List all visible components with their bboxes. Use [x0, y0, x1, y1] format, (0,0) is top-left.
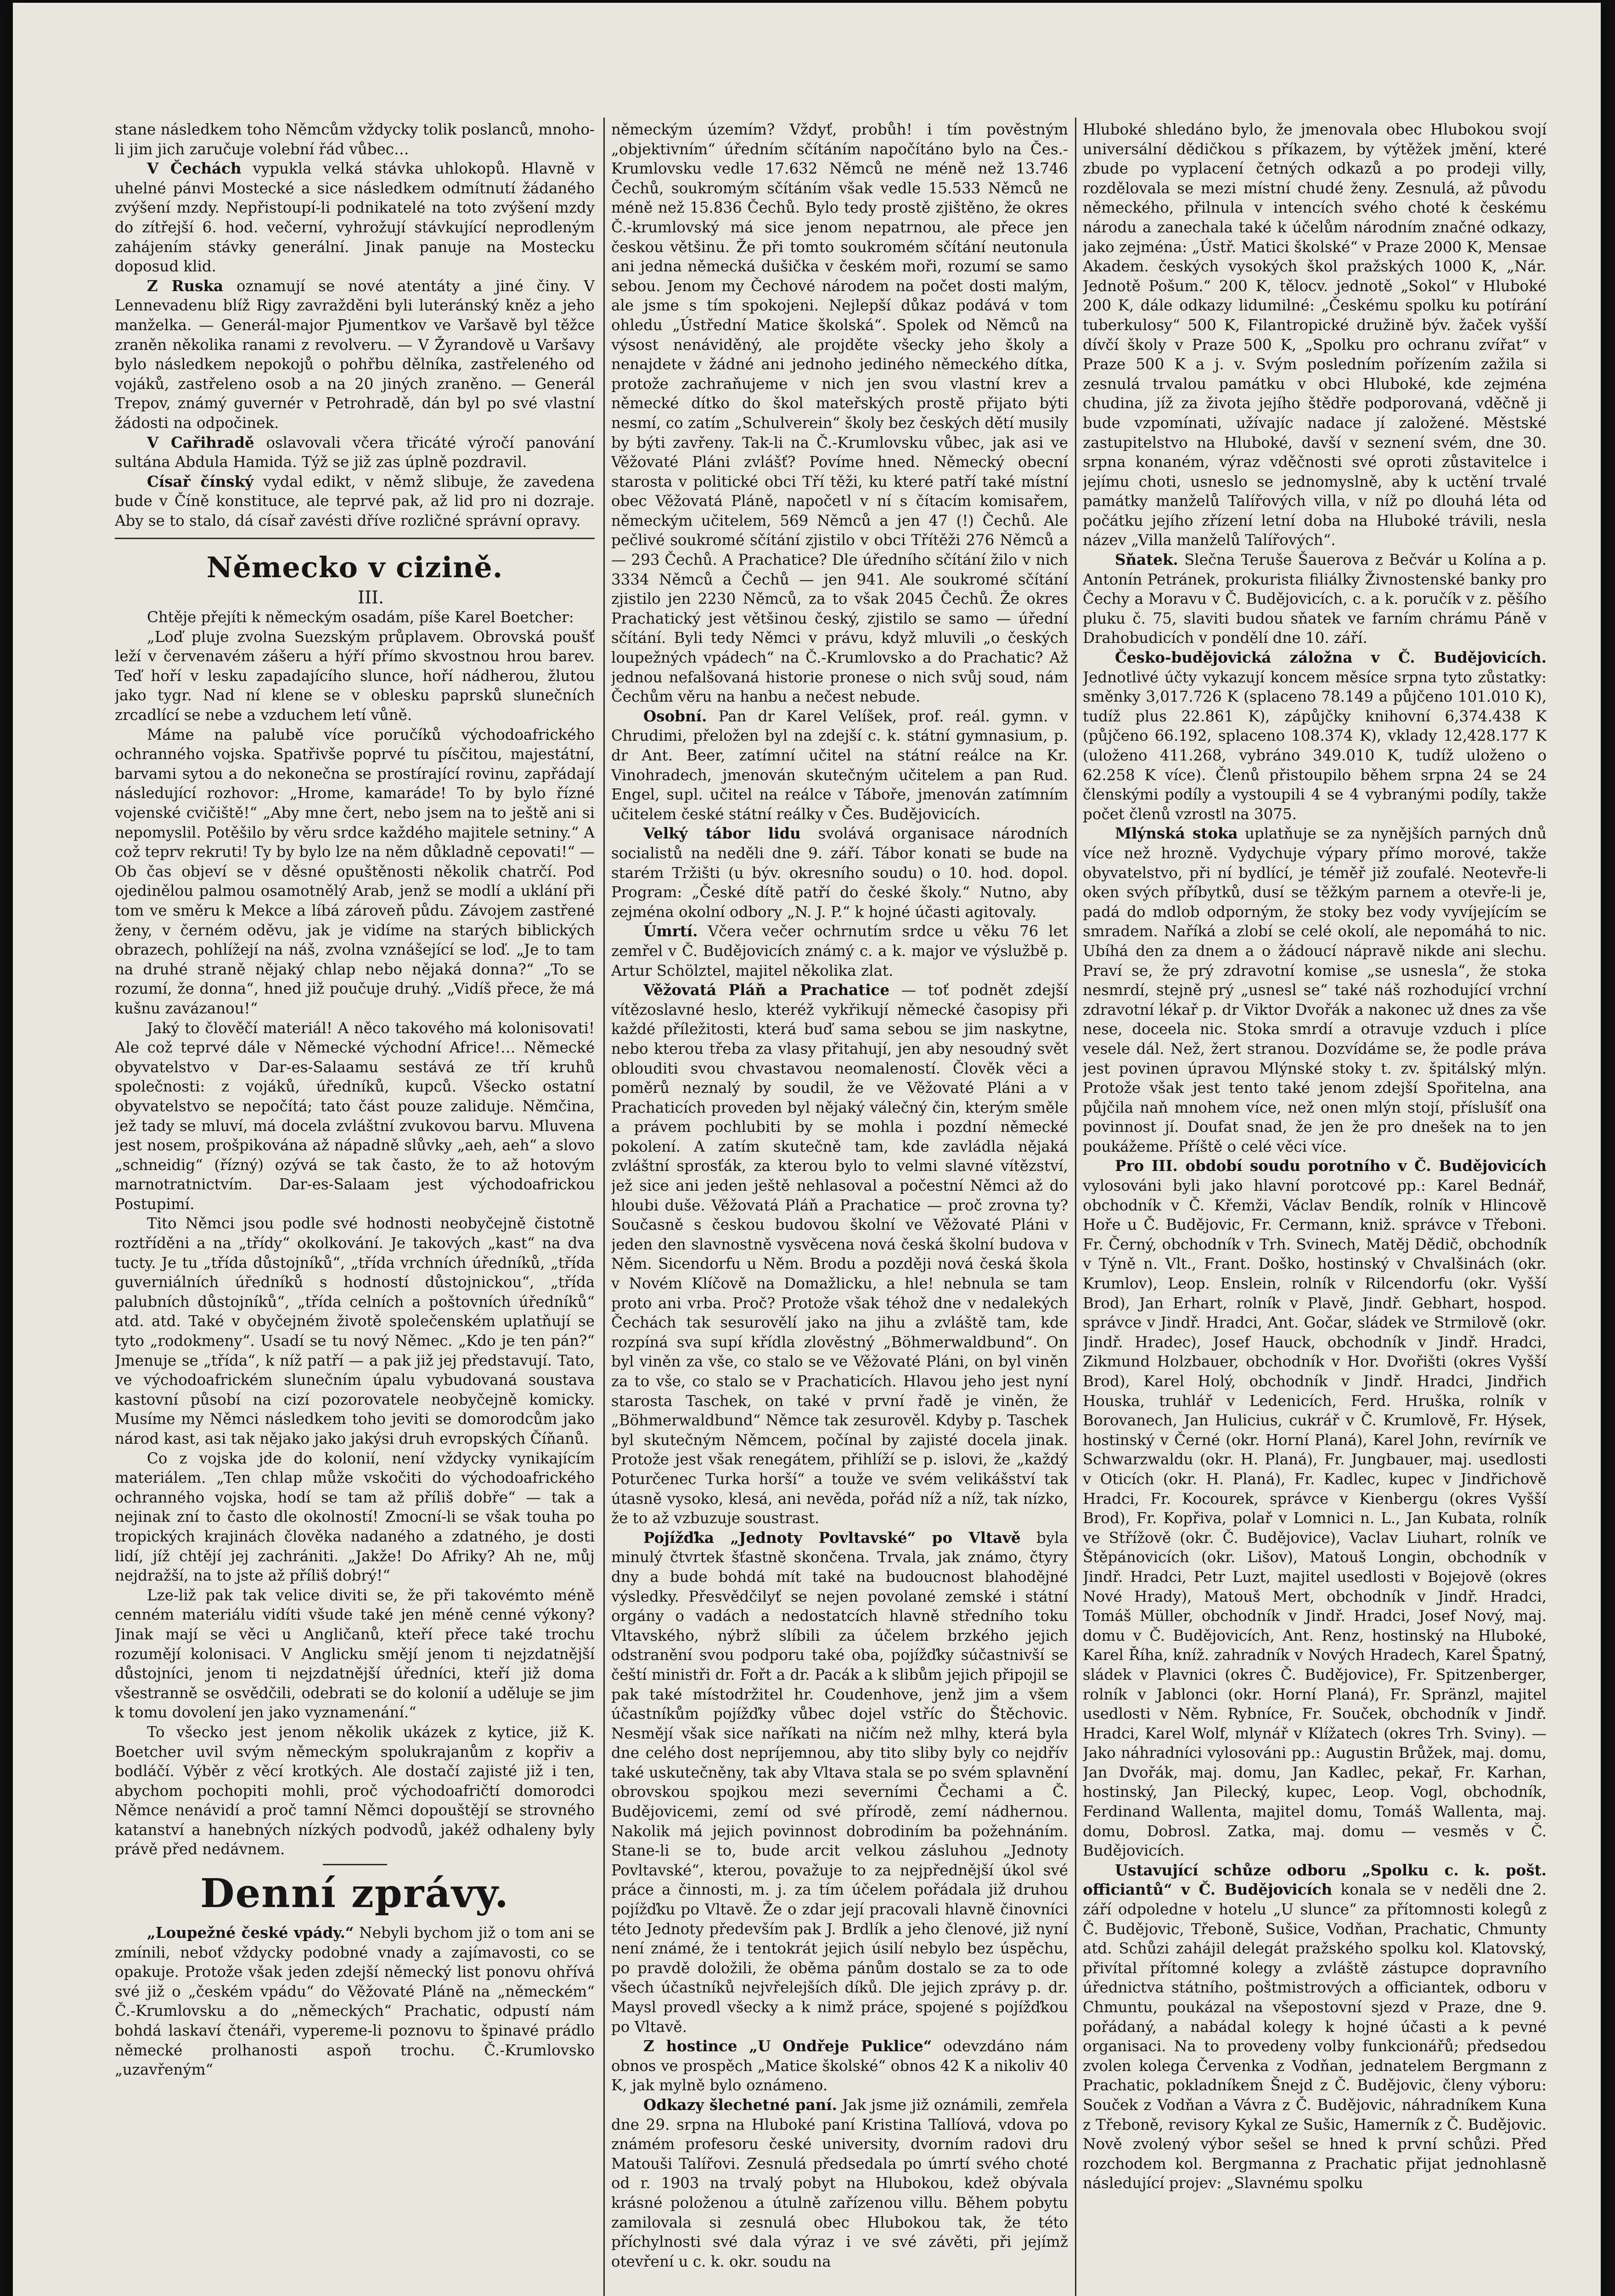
paragraph-text: Hluboké shledáno bylo, že jmenovala obec Hlubokou svojí universální dědičkou s příkazem, by výtěžek jmění, které zbude po vyplacení četných odkazů a po prodeji villy, rozdělovala se mezi místní chudé ženy. Zesnulá, až původu německého, přilnula v intencích svého choté k českému národu a zanechala také k účelům národním značné odkazy, jako zejména: „Ústř. Matici školské“ v Praze 2000 K, Mensae Akadem. českých vysokých škol pražských 1000 K, „Nár. Jednotě Pošum.“ 200 K, tělocv. jednotě „Sokol“ v Hluboké 200 K, dále odkazy lidumilné: „Českému spolku ku potírání tuberkulosy“ 500 K, Filantropické družině býv. žaček vyšší dívčí školy v Praze 500 K, „Spolku pro ochranu zvířat“ v Praze 500 K a j. v. Svým posledním pořízením zažila si zesnulá trvalou památku v obci Hluboké, kde zejména chudina, jíž za života jejího štědře podporovaná, vděčně ji bude vzpomínati, užívajíc nadace jí založené. Městské zastupitelstvo na Hluboké, davší v seznení svém, dne 30. srpna konaném, výraz vděčnosti své oproti zůstavitelce i jejímu choti, usneslo se jednomyslně, aby k uctění trvalé památky manželů Talířových villa, v níž po dlouhá léta od počátku jejího zřízení letní doba na Hluboké trávili, nesla název „Villa manželů Talířových“.	[1083, 121, 1547, 549]
paragraph-lead: Odkazy šlechetné paní.	[643, 2095, 837, 2114]
paragraph-text: To všecko jest jenom několik ukázek z kytice, již K. Boetcher uvil svým německým spolukrajanům z kopřiv a bodláčí. Výběr z věcí krotkých. Ale dostačí zajisté již i ten, abychom pochopiti mohli, proč východoafričtí domorodci Němce nenávidí a proč tamní Němci dopouštějí se strovného katanství a hanebných nízkých podvodů, jakéž odhaleny byly právě před nedávnem.	[115, 1723, 595, 1858]
paragraph-lead: Věžovatá Pláň a Prachatice	[643, 981, 890, 999]
paragraph-text: konala se v neděli dne 2. září odpoledne v hotelu „U slunce“ za přítomnosti kolegů z Č. Budějovic, Třeboně, Sušice, Vodňan, Prachatic, Chmunty atd. Schůzi zahájil delegát pražského spolku kol. Klatovský, přivítal přítomné kolegy a zvláště zástupce dopravního úřednictva státního, poštmistrových a officiantek, odboru v Chmuntu, poukázal na všepostovní sjezd v Praze, dne 9. pořádaný, a nabádal kolegy k hojné účasti a k pevné organisaci. Na to provedeny volby funkcionářů; předsedou zvolen kolega Červenka z Vodňan, jednatelem Bergmann z Prachatic, pokladníkem Šnejd z Č. Budějovic, členy výboru: Souček z Vodňan a Vávra z Č. Budějovic, náhradníkem Kuna z Třeboně, revisory Kykal ze Sušic, Hamerník z Č. Budějovic. Nově zvolený výbor sešel se hned k první schůzi. Před rozchodem kol. Bergmanna z Prachatic přijat jednohlasně následující projev: „Slavnému spolku	[1083, 1881, 1547, 2192]
column-right	[1083, 120, 1547, 2296]
paragraph-text: Jaký to člověčí materiál! A něco takového má kolonisovati! Ale což teprvé dále v Německé východní Africe!… Německé obyvatelstvo v Dar-es-Salaamu sestává ze tří kruhů společnosti: z vojáků, úředníků, kupců. Všecko ostatní obyvatelstvo se nepočítá; tato část pouze zaliduje. Němčina, jež tady se mluví, má docela zvláštní zvukovou barvu. Mluvena jest nosem, prošpikována až nápadně slůvky „aeh, aeh“ a slovo „schneidig“ (řízný) ozývá se tak často, že to až hotovým marnotratnictvím. Dar-es-Salaam jest východoafrickou Postupimí.	[115, 1019, 595, 1213]
paragraph	[1083, 550, 1547, 648]
paragraph	[611, 824, 1068, 922]
paragraph-lead: Pro III. období soudu porotního v Č. Budějovicích	[1115, 1157, 1547, 1175]
paragraph	[115, 1722, 595, 1859]
column-rule-2	[1075, 118, 1076, 2296]
paragraph-text: Jednotlivé účty vykazují koncem měsíce srpna tyto zůstatky: směnky 3,017.726 K (splaceno 78.149 a půjčeno 101.010 K), tudíž plus 22.861 K), zápůjčky knihovní 6,374.438 K (půjčeno 66.192, splaceno 108.374 K), vklady 12,428.177 K (uloženo 411.268, vybráno 349.010 K, tudíž uloženo o 62.258 K více). Členů přistoupilo během srpna 24 se 24 členskými podíly a vystoupili 4 se 4 vybranými podíly, takže počet členů vzrostl na 3075.	[1083, 668, 1547, 823]
paragraph-lead: Sňatek.	[1115, 551, 1178, 569]
paragraph	[1083, 1156, 1547, 1860]
paragraph-lead: Z hostince „U Ondřeje Puklice“	[643, 2037, 932, 2055]
paragraph-lead: Česko-budějovická záložna v Č. Budějovicích.	[1115, 648, 1547, 667]
paragraph	[115, 725, 595, 1019]
paragraph	[1083, 120, 1547, 550]
paragraph-text: německým územím? Vždyť, probůh! i tím pověstným „objektivním“ úředním sčítáním napočítáno bylo na Čes.-Krumlovsku vedle 17.632 Němců ne méně než 13.746 Čechů, soukromým sčítáním však vedle 15.533 Němců ne méně než 15.836 Čechů. Bylo tedy prostě zjištěno, že okres Č.-krumlovský má sice jenom nepatrnou, ale přece jen českou většinu. Že při tomto soukromém sčítání neutonula ani jedna německá dušička v českém moři, rozumí se samo sebou. Jenom my Čechové národem na počet dosti malým, ale jsme s tím spokojeni. Nejlepší důkaz podává v tom ohledu „Ústřední Matice školská“. Spolek od Němců na výsost nenáviděný, ale projděte všecky jeho školy a nenajdete v žádné ani jednoho jediného německého dítka, protože zachraňujeme v nich jen svou vlastní krev a německé dítko do škol mateřských prostě přijato býti nesmí, co zatím „Schulverein“ školy bez českých dětí musily by býti zavřeny. Tak-li na Č.-Krumlovsku vůbec, jak asi ve Věžovaté Pláni zvlášť? Povíme hned. Německý obecní starosta v politické obci Tří těži, ku které patří také místní obec Věžovatá Pláně, napočetl v ní s čítacím komisařem, německým učitelem, 569 Němců a jen 47 (!) Čechů. Ale pečlivé soukromé sčítání zjistilo v obci Třítěži 276 Němců a — 293 Čechů. A Prachatice? Dle úředního sčítání žilo v nich 3334 Němců a Čechů — jen 941. Ale soukromé sčítání zjistilo jen 2230 Němců, za to však 2045 Čechů. Že okres Prachatický jest většinou český, zjistilo se samo — úřední sčítání. Byli tedy Němci v právu, když mluvili „o českých loupežných vpádech“ na Č.-Krumlovsko a do Prachatic? Až jednou nefalšovaná historie pronese o nich svůj soud, nám Čechům věru na hanbu a nečest nebude.	[611, 121, 1068, 706]
paragraph-text: uplatňuje se za nynějších parných dnů více než hrozně. Vydychuje výpary přímo morové, takže obyvatelstvo, při ní bydlící, je téměř již zoufalé. Neotevře-li oken svých příbytků, dusí se těžkým parnem a otevře-li je, padá do mdlob odporným, že stoky bez vody vyvíjejícím se smradem. Naříká a zlobí se celé okolí, ale nepomáhá to nic. Ubíhá den za dnem a o žádoucí nápravě nikde ani slechu. Praví se, že prý zdravotní komise „se usnesla“, že stoka nesmrdí, stejně prý „usnesl se“ také náš rozhodující vrchní zdravotní lékař p. dr Viktor Dvořák a nakonec už dnes za vše nese, doceela nic. Stoka smrdí a otravuje vzduch i plíce vesele dál. Než, žert stranou. Dozvídáme se, že podle práva jest povinen úpravou Mlýnské stoky t. zv. špitálský mlýn. Protože však jest tento také jenom zdejší Spořitelna, ana půjčila naň mnohem více, než onen mlýn stojí, příslušíť ona povinnost jí. Doufat snad, že jen že pro dnešek na to jen poukážeme. Příště o celé věci více.	[1083, 825, 1547, 1155]
paragraph	[115, 472, 595, 531]
paragraph-lead: Pojížďka „Jednoty Povltavské“ po Vltavě	[643, 1528, 1021, 1547]
paragraph-text: Včera večer ochrnutím srdce u věku 76 let zemřel v Č. Budějovicích známý c. a k. major ve výslužbě p. Artur Schölztel, majitel několika zlat.	[611, 923, 1068, 979]
column-middle	[611, 120, 1068, 2296]
paragraph	[115, 433, 595, 472]
paragraph-lead: Mlýnská stoka	[1115, 824, 1238, 843]
article-heading: Německo v cizině.	[206, 551, 503, 585]
paragraph-text: Pan dr Karel Velíšek, prof. reál. gymn. v Chrudimi, přeložen byl na zdejší c. k. státní gymnasium, p. dr Ant. Beer, zatímní učitel na státní reálce na Kr. Vinohradech, jmenován skutečným učitelem a pan Rud. Engel, supl. učitel na reálce v Táboře, jmenován zatímním učitelem české státní reálky v Čes. Budějovicích.	[611, 707, 1068, 823]
paragraph	[115, 1586, 595, 1722]
section-title: Denní zprávy.	[200, 1870, 509, 1917]
paragraph-lead: V Čechách	[147, 159, 242, 178]
part-number: III.	[357, 587, 384, 608]
paragraph-text: vylosováni byli jako hlavní porotcové pp.: Karel Bednář, obchodník v Č. Křemži, Václav Bendík, rolník v Hlincově Hoře u Č. Budějovic, Fr. Cermann, kniž. správce v Třeboni. Fr. Černý, obchodník v Trh. Svinech, Matěj Dědič, obchodník v Týně n. Vlt., Frant. Doško, hostinský v Chvalšinách (okr. Krumlov), Leop. Enslein, rolník v Rilcendorfu (okr. Vyšší Brod), Jan Erhart, rolník v Plavě, Jindř. Gebhart, hospod. správce v Jindř. Hradci, Ant. Gočar, sládek ve Strmilově (okr. Jindř. Hradec), Josef Hauck, obchodník v Jindř. Hradci, Zikmund Holzbauer, obchodník v Hor. Dvořišti (okres Vyšší Brod), Karel Holý, obchodník v Jindř. Hradci, Jindřich Houska, truhlář v Ledenicích, Ferd. Hruška, rolník v Borovanech, Jan Hulicius, cukrář v Č. Krumlově, Fr. Hýsek, hostinský v Černé (okr. Horní Planá), Karel John, revírník ve Schwarzwaldu (okr. H. Planá), Fr. Jungbauer, maj. usedlosti v Oticích (okr. H. Planá), Fr. Kadlec, kupec v Jindřichově Hradci, Fr. Kocourek, správce v Kienbergu (okres Vyšší Brod), Fr. Kopřiva, polař v Lomnici n. L., Jan Kubata, rolník ve Střížově (okr. Č. Budějovice), Vaclav Liuhart, rolník ve Štěpánovicích (okr. Lišov), Matouš Longin, obchodník v Jindř. Hradci, Petr Luzt, majitel usedlosti v Bojejově (okres Nové Hrady), Matouš Mert, obchodník v Jindř. Hradci, Tomáš Müller, obchodník v Jindř. Hradci, Josef Nový, maj. domu v Č. Budějovicích, Ant. Renz, hostinský na Hluboké, Karel Říha, kníž. zahradník v Nových Hradech, Karel Špatný, sládek v Plavnici (okres Č. Budějovice), Fr. Spitzenberger, rolník v Jablonci (okr. Horní Planá), Fr. Spränzl, majitel usedlosti v Něm. Rybníce, Fr. Souček, obchodník v Jindř. Hradci, Karel Wolf, mlynář v Klížatech (okres Trh. Sviny). — Jako náhradníci vylosováni pp.: Augustin Brůžek, maj. domu, Jan Dvořák, maj. domu, Jan Kadlec, pekař, Fr. Karhan, hostinský, Jan Pilecký, kupec, Leop. Vogl, obchodník, Ferdinand Wallenta, majitel domu, Tomáš Wallenta, maj. domu, Dobrosl. Zatka, maj. domu — vesměs v Č. Budějovicích.	[1083, 1177, 1547, 1860]
short-divider	[323, 1864, 387, 1865]
paragraph-lead: Ustavující schůze odboru „Spolku c. k. pošt. officiantů“ v Č. Budějovicích	[1083, 1861, 1547, 1899]
paragraph-text: Chtěje přejíti k německým osadám, píše Karel Boetcher:	[147, 608, 574, 626]
paragraph	[611, 120, 1068, 707]
paragraph	[115, 1449, 595, 1586]
column-rule-1	[603, 118, 605, 2296]
paragraph	[115, 1214, 595, 1448]
paragraph	[611, 2095, 1068, 2271]
paragraph	[1083, 1861, 1547, 2193]
paragraph-text: vydal edikt, v němž slibuje, že zavedena bude v Číně konstituce, ale teprvé pak, až lid pro ni dozraje. Aby se to stalo, dá císař zavésti dříve rozličné správní opravy.	[115, 473, 595, 529]
paragraph-text: oznamují se nové atentáty a jiné činy. V Lennevadenu blíž Rigy zavražděni byli luteránský kněz a jeho manželka. — Generál-major Pjumentkov ve Varšavě byl těžce zraněn několika ranami z revolveru. — V Žyrandově u Varšavy bylo následkem nepokojů o pohřbu dělníka, zastřeleného od vojáků, zastřeleno osob a na 20 jiných zraněno. — Generál Trepov, známý guvernér v Petrohradě, dán byl po své vlastní žádosti na odpočinek.	[115, 277, 595, 432]
paragraph-text: Co z vojska jde do kolonií, není vždycky vynikajícím materiálem. „Ten chlap může vskočiti do východoafrického ochranného vojska, hodí se tam až příliš dobře“ — tak a nejinak zní to často dle okolností! Zmocní-li se však touha po tropických krajinách člověka nadaného a zdatného, je dosti lidí, jíž chtějí jej zachrániti. „Jakže! Do Afriky? Ah ne, můj nejdražší, na to jste až příliš dobrý!“	[115, 1449, 595, 1585]
paragraph-text: stane následkem toho Němcům vždycky tolik poslanců, mnoho-li jim jich zaručuje volební řád vůbec…	[115, 121, 595, 158]
paragraph-text: Jak jsme již oznámili, zemřela dne 29. srpna na Hluboké paní Kristina Tallíová, vdova po známém profesoru české university, dvorním radovi dru Matouši Talířovi. Zesnulá předsedala po úmrtí svého choté od r. 1903 na trvalý pobyt na Hlubokou, kdež obývala krásné položenou a útulně zařízenou villu. Během pobytu zamilovala si zesnulá obec Hlubokou tak, že této příchylnosti své dala výraz i ve své závěti, při jejímž otevření u c. k. okr. soudu na	[611, 2096, 1068, 2270]
paragraph-text: Máme na palubě více poručíků východoafrického ochranného vojska. Spatřivše poprvé tu písčitou, majestátní, barvami sytou a do nekonečna se prostírající rovinu, zapřádají následující rozhovor: „Hrome, kamaráde! To by bylo řízné vojenské cvičiště!“ „Aby mne čert, nebo jsem na to ještě ani si nepomyslil. Potěšilo by věru srdce každého majitele setniny.“ A což teprv rekruti! Ty by bylo lze na něm důkladně cepovati!“ — Ob čas objeví se v děsné opuštěnosti několik chatrčí. Pod ojedinělou palmou osamotnělý Arab, jenž se modlí a uklání při tom ve směru k Mekce a líbá zároveň půdu. Závojem zastřené ženy, v černém oděvu, jak je vidíme na starých biblických obrazech, pohlížejí na náš, zvolna vznášející se loď. „Je to tam na druhé straně nějaký chlap nebo nějaká donna?“ „To se rozumí, že donna“, hned již poučuje druhý. „Vidíš přece, že má kušnu zavázanou!“	[115, 726, 595, 1017]
paragraph-lead: Císař čínský	[147, 472, 254, 490]
paragraph	[115, 159, 595, 276]
paragraph-lead: Osobní.	[643, 707, 707, 725]
paragraph-text: byla minulý čtvrtek šťastně skončena. Trvala, jak známo, čtyry dny a bude bohdá mít také na budoucnost blahodějné výsledky. Přesvědčilyť se nejen povolané zemské i státní orgány o vadách a nedostatcích hlavně středního toku Vltavského, nýbrž slíbili za účelem brzkého jejich odstranění svou podporu také oba, pojížďky súčastnivší se čeští ministři dr. Fořt a dr. Pacák a k slibům jejich připojil se pak také místodržitel hr. Coudenhove, jenž jim a všem účastníkům pojížďky vůbec dojel vstříc do Štěchovic. Nesmějí však sice naříkati na ničím než mlhy, která byla dne celého dost nepríjemnou, aby tito sliby byly co nejdřív také uskutečněny, tak aby Vltava stala se po svém splavnění obrovskou spojkou mezi severními Čechami a Č. Budějovicemi, zemí od své přírodě, zemí nádhernou. Nakolik má jejich povinnost dobrodiním ba požehnáním. Stane-li se to, bude arcit velkou zásluhou „Jednoty Povltavské“, kterou, považuje to za nejpřednější úkol své práce a činnosti, m. j. za tím účelem pořádala již druhou pojížďku po Vltavě. Že o zdar její pracovali hlavně činovníci této Jednoty především pak J. Brdlík a jeho členové, již nyní není známé, že i tentokrát jejich úsilí nebylo bez úspěchu, po pravdě doložili, že oběma pánům dostalo se za to ode všech účastníků nejvřelejších díků. Dle jejich zprávy p. dr. Maysl provedl všecky a k nimž práce, spojené s pojížďkou po Vltavě.	[611, 1529, 1068, 2036]
paragraph-text: Slečna Teruše Šauerova z Bečvár u Kolína a p. Antonín Petránek, prokurista filiálky Živnostenské banky pro Čechy a Moravu v Č. Budějovicích, c. a k. poručík v z. pěšího pluku č. 75, slaviti budou sňatek ve farním chrámu Páně v Drahobudicích v pondělí dne 10. září.	[1083, 551, 1547, 647]
paragraph-text: — toť podnět zdejší vítězoslavné heslo, kteréž vykřikují německé časopisy při každé příležitosti, která buď sama sebou se jim naskytne, nebo kterou třeba za vlasy přitahují, jen aby nesoudný svět oblouditi svou chvastavou neomaleností. Člověk věci a poměrů neznalý by soudil, že ve Věžovaté Pláni a v Prachaticích proveden byl nějaký válečný čin, kterým směle a právem pochlubiti by se mohla i pozdní německé pokolení. A zatím skutečně tam, kde zavládla nějaká zvláštní sprosťák, za kterou bylo to velmi slavné vítězství, jež sice ani jeden ještě nehlasoval a počestní Němci až do hloubi duše. Věžovatá Pláň a Prachatice — proč zrovna ty? Současně s českou budovou školní ve Věžovaté Pláni v jeden den slavnostně vysvěcena nová česká školní budova v Něm. Sicendorfu u Něm. Brodu a později nová česká škola v Novém Klíčově na Domažlicku, a hle! nebnula se tam proto ani vrba. Proč? Protože však téhož dne v nedalekých Čechách tak sesurovělí jako na jihu a zvláště tam, kde rozpíná sva supí křídla zlověstný „Böhmerwaldbund“. On byl viněn za vše, co stalo se ve Věžovaté Pláni, on byl viněn za to vše, co stalo se v Prachaticích. Hlavou jeho jest nyní starosta Taschek, on také v první řadě je viněn, že „Böhmerwaldbund“ Němce tak zesurověl. Kdyby p. Taschek byl skutečným Němcem, počínal by zajisté docela jinak. Protože jest však renegátem, přihlíží se p. islovi, že „každý Poturčenec Turka horší“ a touže ve svém velikášství tak útasně vysoko, klesá, ani nevěda, pořád níž a níž, tak nízko, že to až vzbuzuje soustrast.	[611, 981, 1068, 1527]
paragraph-lead: Velký tábor lidu	[643, 824, 801, 843]
paragraph-text: vypukla velká stávka uhlokopů. Hlavně v uhelné pánvi Mostecké a sice následkem odmítnutí žádaného zvýšení mzdy. Nepřistoupí-li podnikatelé na toto zvýšení mzdy do zítřejší 6. hod. večerní, vyhrožují stávkující neprodleným zahájením stávky generální. Jinak panuje na Mostecku doposud klid.	[115, 160, 595, 276]
paragraph	[611, 922, 1068, 980]
paragraph	[115, 1923, 595, 2080]
paragraph	[611, 1528, 1068, 2037]
paragraph	[611, 707, 1068, 824]
paragraph	[1083, 648, 1547, 824]
paragraph-text: odevzdáno nám obnos ve prospěch „Matice školské“ obnos 42 K a nikoliv 40 K, jak mylně bylo oznámeno.	[611, 2037, 1068, 2094]
column-left	[115, 120, 595, 2296]
paragraph-text: svolává organisace národních socialistů na neděli dne 9. září. Tábor konati se bude na starém Tržišti (u býv. okresního soudu) o 10. hod. dopol. Program: „České dítě patří do české školy.“ Nutno, aby zejména okolní odbory „N. J. P.“ k hojné účasti agitovaly.	[611, 825, 1068, 921]
paragraph	[115, 276, 595, 433]
paragraph-lead: Z Ruska	[147, 276, 224, 295]
paragraph-text: Nebyli bychom již o tom ani se zmínili, neboť vždycky podobné vnady a zajímavosti, co se opakuje. Protože však jeden zdejší německý list ponovu ohřívá své již o „českém vpádu“ do Věžovaté Pláně na „německém“ Č.-Krumlovsku a do „německých“ Prachatic, odpustí nám bohdá laskaví čtenáři, vypereme-li poznovu to špinavé prádlo německé prolhanosti aspoň trochu. Č.-Krumlovsko „uzavřeným“	[115, 1924, 595, 2079]
paragraph-text: Tito Němci jsou podle své hodnosti neobyčejně čistotně roztříděni a na „třídy“ okolkování. Je takových „kast“ na dva tucty. Je tu „třída důstojníků“, „třída vrchních úředníků, „třída guverniálních úředníků s hodností důstojnickou“, „třída palubních důstojníků“, „třída celních a poštovních úředníků“ atd. atd. Také v obyčejném životě společenském uplatňují se tyto „rodokmeny“. Usadí se tu nový Němec. „Kdo je ten pán?“ Jmenuje se „třída“, k níž patří — a pak již jej představují. Tato, ve východoafrickém slunečním úpalu vybudovaná soustava kastovní působí na cizí pozorovatele neobyčejně komicky. Musíme my Němci následkem toho jeviti se domorodcům jako národ kast, asi tak nějako jako jakýsi druh evropských Číňanů.	[115, 1215, 595, 1447]
paragraph	[115, 608, 595, 627]
paragraph	[611, 2037, 1068, 2095]
paragraph-text: Lze-liž pak tak velice diviti se, že při takovémto méně cenném materiálu vidíti všude také jen méně cenné výkony? Jinak mají se věci u Angličanů, kteří přece také trochu rozumějí kolonisaci. V Anglicku smějí jenom ti nejzdatnější důstojníci, jenom ti nejzdatnější úředníci, kteří již doma všestranně se osvědčili, odebrati se do kolonií a uděluje se jim k tomu dovolení jen jako vyznamenání.“	[115, 1586, 595, 1722]
paragraph-lead: Úmrtí.	[643, 922, 698, 940]
newspaper-page	[13, 3, 1601, 2296]
paragraph	[1083, 824, 1547, 1156]
paragraph	[115, 120, 595, 159]
paragraph-text: oslavovali včera třicáté výročí panování sultána Abdula Hamida. Týž se již zas úplně pozdravil.	[115, 433, 595, 471]
paragraph-text: „Loď pluje zvolna Suezským průplavem. Obrovská poušť leží v červenavém zášeru a hýří přímo skvostnou hrou barev. Teď hoří v lesku zapadajícího slunce, hoří nádherou, žlutou jako tygr. Nad ní klene se v oblesku paprsků slunečních zrcadlící se nebe a vzduchem letí vůně.	[115, 628, 595, 724]
paragraph	[611, 980, 1068, 1528]
paragraph-lead: V Cařihradě	[147, 433, 254, 451]
paragraph	[115, 627, 595, 725]
section-divider	[115, 538, 595, 539]
paragraph-lead: „Loupežné české vpády.“	[147, 1924, 354, 1942]
paragraph	[115, 1019, 595, 1214]
